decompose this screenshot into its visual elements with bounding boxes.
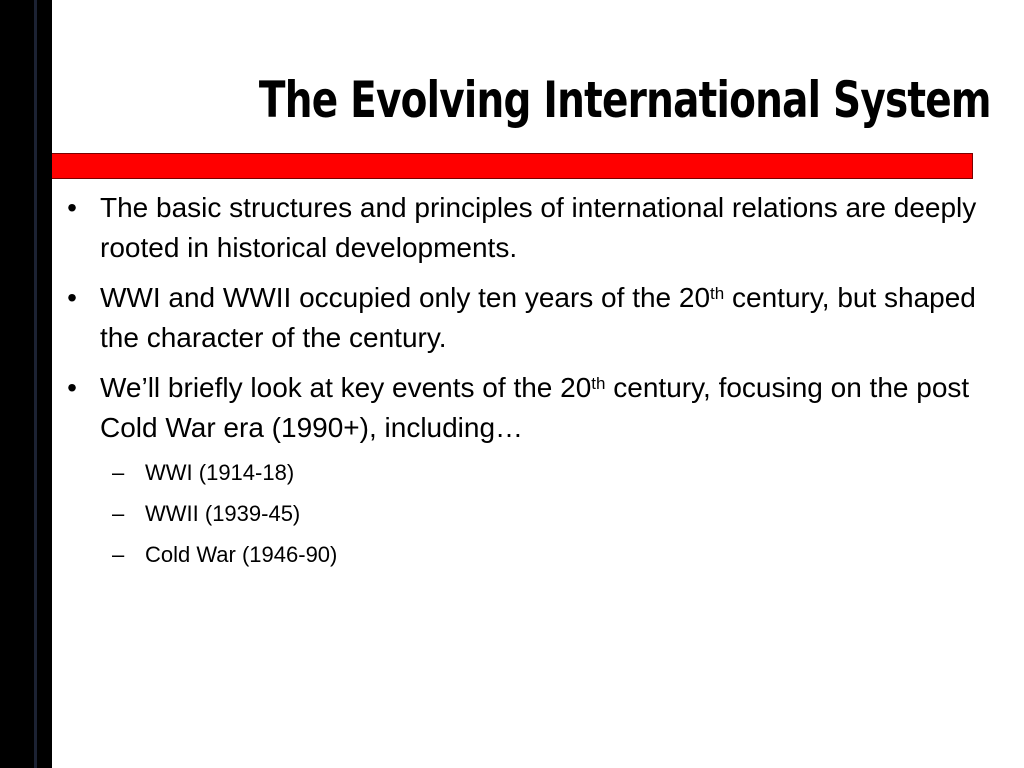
sub-bullet-item [60, 499, 980, 529]
bullet-item [60, 188, 980, 268]
superscript: th [591, 374, 606, 393]
bullet-text: The basic structures and principles of international relations are deeply rooted in historical developments. [100, 192, 977, 263]
sub-bullet-dash: – [112, 460, 125, 485]
bullet-dot: • [67, 192, 77, 223]
superscript: th [710, 284, 725, 303]
sub-bullet-text: WWII (1939-45) [145, 501, 301, 526]
slide-title: The Evolving International System [258, 71, 991, 129]
sub-bullet-text: WWI (1914-18) [145, 460, 295, 485]
bullet-text-part: century, focusing on the post Cold War era (1990+), including… [100, 372, 970, 443]
title-underline-bar [52, 153, 973, 179]
bullet-text-part: WWI and WWII occupied only ten years of the 20 [100, 282, 711, 313]
bullet-dot: • [67, 282, 77, 313]
bullet-dot: • [67, 372, 77, 403]
sub-bullet-dash: – [112, 542, 125, 567]
bullet-item [60, 278, 980, 358]
slide-content [60, 188, 980, 581]
bullet-item [60, 368, 980, 448]
sidebar-accent-line [34, 0, 37, 768]
sub-bullet-item [60, 458, 980, 488]
sub-bullet-dash: – [112, 501, 125, 526]
left-sidebar-bar [0, 0, 52, 768]
sub-bullet-text: Cold War (1946-90) [145, 542, 338, 567]
bullet-text-part: We’ll briefly look at key events of the 20 [100, 372, 592, 403]
bullet-text-part: century, but shaped the character of the century. [100, 282, 976, 353]
bullet-text [100, 282, 976, 353]
bullet-text [100, 372, 969, 443]
sub-bullet-item [60, 540, 980, 570]
